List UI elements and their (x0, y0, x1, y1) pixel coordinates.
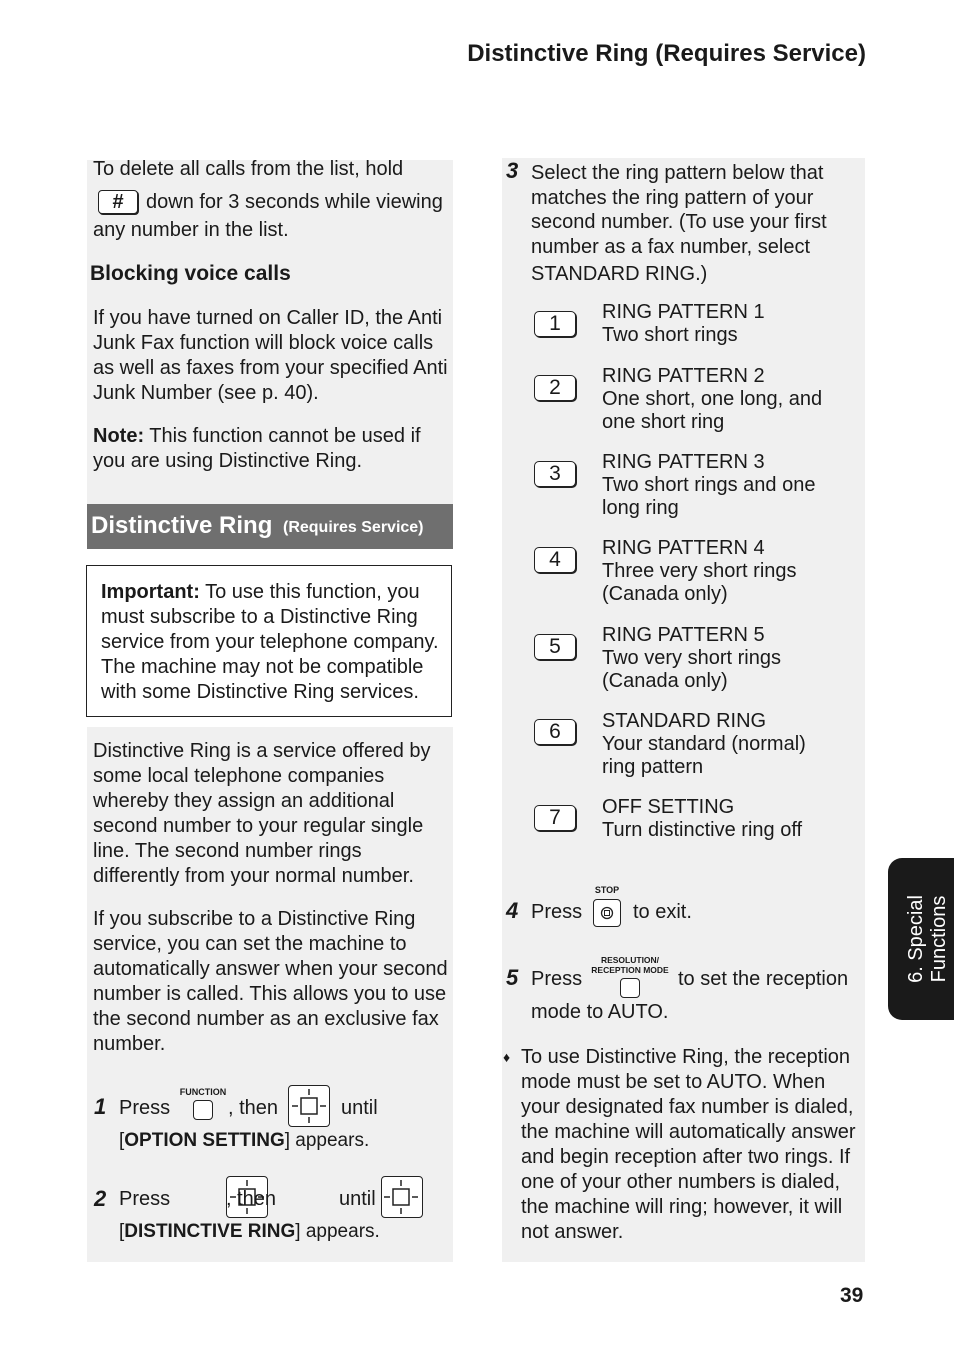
pattern-desc: one short ring (602, 411, 725, 433)
navigation-key-icon[interactable] (288, 1085, 330, 1127)
key-6-icon: 6 (534, 719, 576, 745)
reception-mode-button[interactable] (588, 955, 672, 998)
step-2-result: [DISTINCTIVE RING] appears. (119, 1221, 380, 1242)
resolution-label: RESOLUTION/ (600, 955, 660, 965)
pattern-desc: ring pattern (602, 756, 704, 778)
note-paragraph (93, 424, 445, 474)
blocking-voice-calls-heading: Blocking voice calls (90, 262, 291, 285)
step-4-number: 4 (506, 898, 519, 923)
important-label: Important: (101, 581, 200, 603)
step-5-press: Press (531, 968, 583, 990)
pattern-desc: Your standard (normal) (602, 733, 806, 755)
step-1-until: until (341, 1097, 378, 1119)
step-4-to-exit: to exit. (633, 901, 692, 923)
pattern-title: STANDARD RING (602, 710, 767, 732)
step-2-then: , then (226, 1188, 277, 1210)
bullet-diamond-icon: ♦ (503, 1049, 511, 1065)
step-2-setting: DISTINCTIVE RING (124, 1221, 296, 1242)
important-text: Important: To use this function, you must subscribe to a Distinctive Ring service from your telephone company. The machine may not be compatible with some Distinctive Ring services. (101, 581, 439, 703)
intro-paragraph-2: If you subscribe to a Distinctive Ring service, you can set the machine to automatically answer when your second number is called. This allows you to use the second number as an exclusive fax number. (93, 908, 448, 1055)
chapter-side-tab[interactable] (888, 858, 954, 1020)
hash-key-icon: # (98, 190, 138, 214)
pattern-desc: (Canada only) (602, 670, 728, 692)
stop-button-label: STOP (594, 885, 620, 895)
pattern-title: RING PATTERN 5 (602, 624, 765, 646)
stop-symbol-icon (593, 899, 621, 927)
key-1-icon: 1 (534, 311, 576, 337)
pattern-desc: Turn distinctive ring off (602, 819, 803, 841)
pattern-desc: Two short rings (602, 324, 738, 346)
side-tab-line-2: Functions (928, 895, 950, 983)
reception-mode-label: RECEPTION MODE (591, 965, 669, 975)
stop-key-icon (593, 899, 621, 927)
nav-cross-icon (380, 1176, 422, 1218)
step-3-text: Select the ring pattern below that matches the ring pattern of your second number. (To use your first number as a fax number, select STANDARD RING.) (531, 162, 827, 285)
section-title: Distinctive Ring (91, 512, 273, 539)
blocking-voice-calls-text: If you have turned on Caller ID, the Anti Junk Fax function will block voice calls as well as faxes from your specified Anti Junk Number (see p. 40). (93, 307, 448, 404)
step-1-result: [OPTION SETTING] appears. (119, 1130, 370, 1151)
pattern-desc: Two short rings and one (602, 474, 816, 496)
side-tab-line-1: 6. Special (905, 895, 927, 983)
pattern-title: RING PATTERN 4 (602, 537, 765, 559)
ring-pattern-option[interactable] (534, 796, 874, 876)
ring-pattern-list (534, 301, 864, 861)
function-key-icon (193, 1100, 213, 1120)
step-2-number: 2 (94, 1186, 107, 1211)
pattern-desc: One short, one long, and (602, 388, 823, 410)
section-header-bar (87, 504, 453, 549)
step-2-press: Press (119, 1188, 171, 1210)
function-button-label: FUNCTION (179, 1087, 227, 1097)
intro-paragraph-1: Distinctive Ring is a service offered by some local telephone companies whereby they assign an additional second number to your regular single line. The second number rings differently from your normal number. (93, 740, 431, 887)
pattern-desc: long ring (602, 497, 679, 519)
key-5-icon: 5 (534, 634, 576, 660)
pattern-title: RING PATTERN 2 (602, 365, 765, 387)
nav-cross-icon (288, 1085, 330, 1127)
stop-button[interactable] (588, 885, 626, 927)
ring-pattern-option[interactable] (534, 537, 874, 617)
step-2-until: until (339, 1188, 376, 1210)
delete-text-line-3: any number in the list. (93, 219, 289, 241)
delete-text-line-2: down for 3 seconds while viewing (146, 191, 443, 213)
step-1-then: , then (228, 1097, 279, 1119)
pattern-title: RING PATTERN 3 (602, 451, 765, 473)
key-7-icon: 7 (534, 805, 576, 831)
pattern-desc: Two very short rings (602, 647, 781, 669)
reception-mode-key-icon (620, 978, 640, 998)
delete-text-line-1: To delete all calls from the list, hold (93, 158, 404, 180)
step-5-text: to set the reception (678, 968, 849, 990)
ring-pattern-option[interactable] (534, 710, 874, 790)
pattern-desc: Three very short rings (602, 560, 797, 582)
pattern-title: OFF SETTING (602, 796, 735, 818)
note-label: Note: (93, 425, 145, 447)
key-3-icon: 3 (534, 461, 576, 487)
delete-instructions (93, 157, 453, 243)
navigation-key-icon[interactable] (381, 1176, 423, 1218)
step-1-setting: OPTION SETTING (124, 1130, 285, 1151)
ring-pattern-option[interactable] (534, 624, 874, 704)
step-3-number: 3 (506, 158, 519, 183)
key-2-icon: 2 (534, 375, 576, 401)
step-1-press: Press (119, 1097, 171, 1119)
pattern-title: RING PATTERN 1 (602, 301, 765, 323)
pattern-desc: (Canada only) (602, 583, 728, 605)
note-text: This function cannot be used if you are using Distinctive Ring. (93, 425, 421, 472)
section-subtitle: (Requires Service) (283, 519, 424, 536)
page-header-title: Distinctive Ring (Requires Service) (467, 40, 866, 67)
page-number: 39 (840, 1284, 864, 1307)
step-5-text-line-2: mode to AUTO. (531, 1001, 669, 1023)
ring-pattern-option[interactable] (534, 365, 874, 445)
step-1-number: 1 (94, 1094, 107, 1119)
function-button[interactable] (179, 1087, 227, 1120)
step-5-number: 5 (506, 965, 519, 990)
step-4-press: Press (531, 901, 583, 923)
bullet-note-text: To use Distinctive Ring, the reception mode must be set to AUTO. When your designated fax number is dialed, the machine will automatically answer and begin reception after two rings. If one of your other numbers is dialed, the machine will ring; however, it will not answer. (521, 1046, 856, 1243)
important-box (86, 565, 452, 717)
ring-pattern-option[interactable] (534, 451, 874, 531)
key-4-icon: 4 (534, 547, 576, 573)
